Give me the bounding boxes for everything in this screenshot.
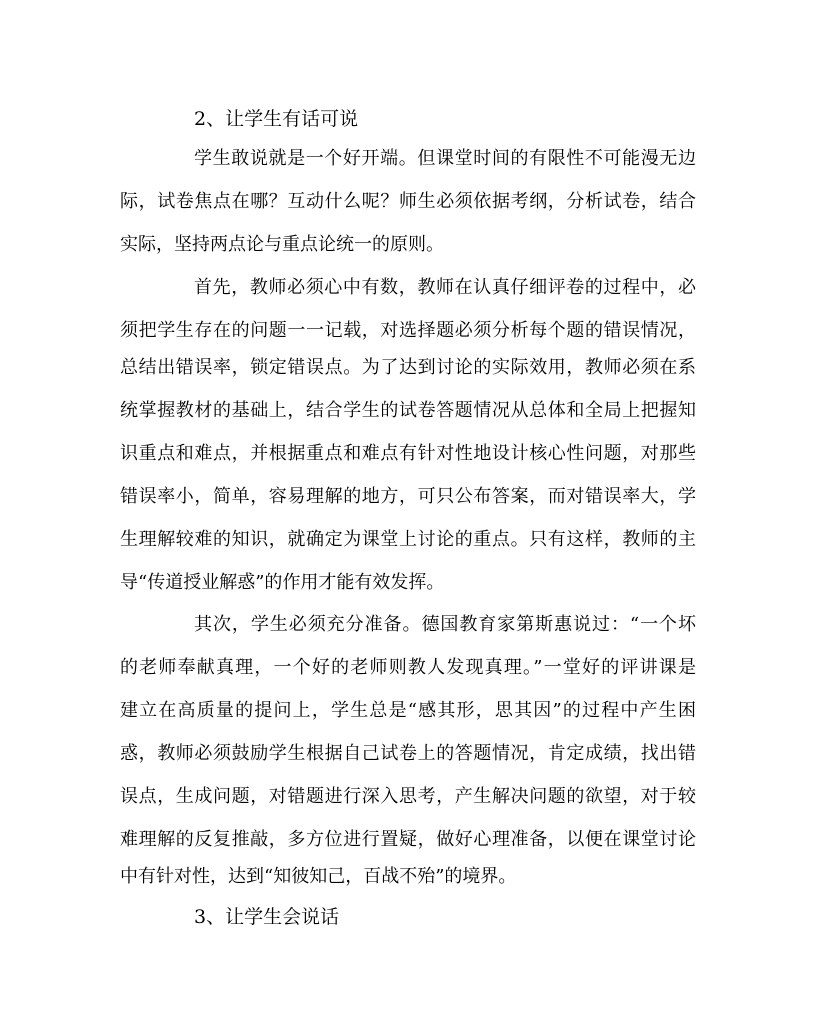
paragraph-line: 建立在高质量的提问上，学生总是“感其形，思其因”的过程中产生困 bbox=[120, 700, 696, 721]
paragraph-line: 难理解的反复推敲，多方位进行置疑，做好心理准备，以便在课堂讨论 bbox=[120, 829, 696, 850]
paragraph-line: 总结出错误率，锁定错误点。为了达到讨论的实际效用，教师必须在系 bbox=[120, 357, 696, 378]
paragraph-line: 首先，教师必须心中有数，教师在认真仔细评卷的过程中，必 bbox=[194, 277, 696, 298]
paragraph-line: 学生敢说就是一个好开端。但课堂时间的有限性不可能漫无边 bbox=[194, 148, 696, 169]
paragraph-line: 须把学生存在的问题一一记载，对选择题必须分析每个题的错误情况， bbox=[120, 320, 696, 341]
paragraph-line: 惑，教师必须鼓励学生根据自己试卷上的答题情况，肯定成绩，找出错 bbox=[120, 743, 696, 764]
paragraph-line: 中有针对性，达到“知彼知己，百战不殆”的境界。 bbox=[120, 866, 517, 887]
paragraph-line: 的老师奉献真理，一个好的老师则教人发现真理。”一堂好的评讲课是 bbox=[120, 657, 696, 678]
paragraph-line: 导“传道授业解惑”的作用才能有效发挥。 bbox=[120, 572, 445, 593]
paragraph-line: 际，试卷焦点在哪？互动什么呢？师生必须依据考纲，分析试卷，结合 bbox=[120, 191, 696, 212]
paragraph-line: 其次，学生必须充分准备。德国教育家第斯惠说过：“一个坏 bbox=[194, 614, 696, 635]
paragraph-line: 误点，生成问题，对错题进行深入思考，产生解决问题的欲望，对于较 bbox=[120, 786, 696, 807]
paragraph-line: 统掌握教材的基础上，结合学生的试卷答题情况从总体和全局上把握知 bbox=[120, 400, 696, 421]
section-heading-2: 2、让学生有话可说 bbox=[194, 108, 359, 130]
paragraph-line: 实际，坚持两点论与重点论统一的原则。 bbox=[120, 234, 444, 255]
paragraph-line: 错误率小，简单，容易理解的地方，可只公布答案，而对错误率大，学 bbox=[120, 486, 696, 507]
section-heading-3: 3、让学生会说话 bbox=[194, 906, 340, 928]
paragraph-line: 识重点和难点，并根据重点和难点有针对性地设计核心性问题，对那些 bbox=[120, 443, 696, 464]
paragraph-line: 生理解较难的知识，就确定为课堂上讨论的重点。只有这样，教师的主 bbox=[120, 529, 696, 550]
